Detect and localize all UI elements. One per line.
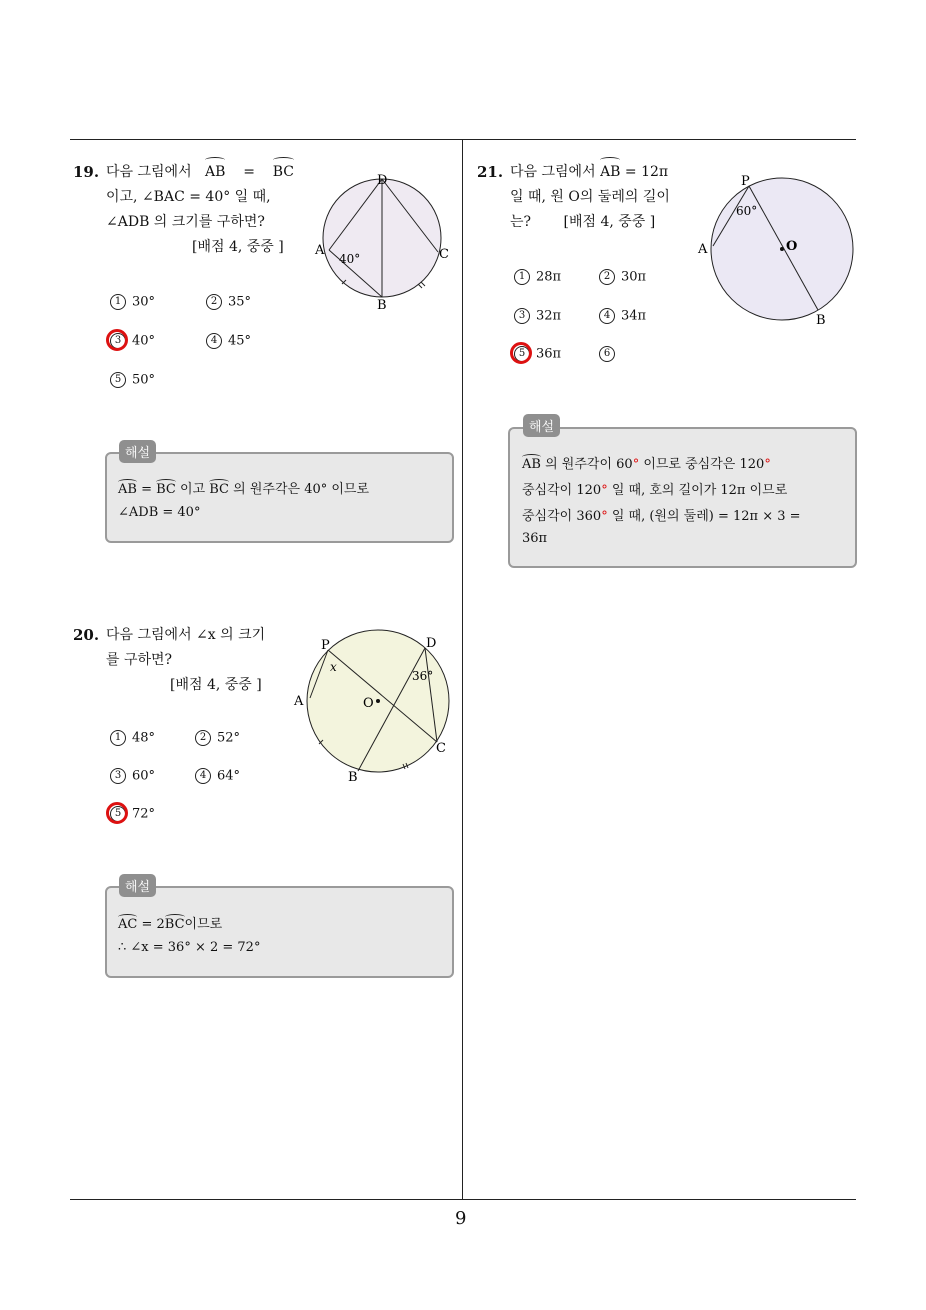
- question-number: 21.: [477, 163, 504, 181]
- label-p: P: [321, 638, 330, 653]
- q20-figure: [292, 628, 457, 788]
- q19-line2: 이고, ∠BAC = 40° 일 때,: [106, 189, 271, 205]
- label-b: B: [816, 313, 826, 328]
- explanation-box: [105, 452, 454, 543]
- label-a: A: [698, 242, 708, 257]
- choice-2[interactable]: 2 52°: [195, 730, 240, 746]
- choice-1[interactable]: 1 48°: [110, 730, 155, 746]
- choice-6[interactable]: 6: [599, 346, 621, 362]
- angle-x-label: x: [330, 660, 337, 674]
- arc-ab: AB: [600, 160, 620, 185]
- explanation-tab: 해설: [119, 440, 156, 463]
- label-d: D: [377, 173, 388, 188]
- label-b: B: [377, 298, 387, 310]
- top-rule: [70, 139, 856, 140]
- arc-bc: BC: [273, 160, 294, 185]
- question-text: [510, 160, 700, 235]
- tick-mark: [421, 282, 425, 286]
- q21-line1-prefix: 다음 그림에서: [510, 164, 596, 180]
- choice-3[interactable]: 3 32π: [514, 308, 561, 324]
- score-label: [배점 4, 중중 ]: [170, 677, 262, 693]
- degree-symbol: °: [764, 457, 771, 472]
- choice-1[interactable]: 1 30°: [110, 294, 155, 310]
- q19-figure: [312, 170, 457, 310]
- choice-5[interactable]: 5 36π: [514, 346, 561, 362]
- explanation-tab: 해설: [523, 414, 560, 437]
- q21-line2: 일 때, 원 O의 둘레의 길이: [510, 189, 670, 205]
- choice-5[interactable]: 5 50°: [110, 372, 155, 388]
- choice-4[interactable]: 4 45°: [206, 333, 251, 349]
- label-a: A: [294, 694, 304, 709]
- angle-label: 60°: [736, 204, 758, 218]
- choice-4[interactable]: 4 64°: [195, 768, 240, 784]
- bottom-rule: [70, 1199, 856, 1200]
- angle-label: 40°: [339, 252, 361, 266]
- question-number: 19.: [73, 163, 100, 181]
- degree-symbol: °: [601, 509, 608, 524]
- arc-ab: AB: [205, 160, 225, 185]
- equals-sign: =: [243, 164, 255, 180]
- explanation-line-2: ∴ ∠x = 36° × 2 = 72°: [118, 940, 261, 955]
- choice-2[interactable]: 2 30π: [599, 269, 646, 285]
- choice-3[interactable]: 3 40°: [110, 333, 155, 349]
- q21-figure: [695, 170, 860, 330]
- choice-1[interactable]: 1 28π: [514, 269, 561, 285]
- label-b: B: [348, 770, 358, 785]
- q19-line1-prefix: 다음 그림에서: [106, 164, 192, 180]
- center-point: [780, 247, 784, 251]
- label-c: C: [436, 741, 446, 756]
- label-o: O: [786, 239, 798, 254]
- explanation-line-2: ∠ADB = 40°: [118, 505, 201, 520]
- explanation-box: [105, 886, 454, 978]
- choice-3[interactable]: 3 60°: [110, 768, 155, 784]
- explanation-line-3: 중심각이 360° 일 때, (원의 둘레) = 12π × 3 =: [522, 509, 801, 524]
- score-label: [배점 4, 중중 ]: [563, 214, 656, 230]
- q20-line2: 를 구하면?: [106, 652, 173, 668]
- center-point: [376, 699, 380, 703]
- degree-symbol: °: [632, 457, 640, 472]
- explanation-line-2: 중심각이 120° 일 때, 호의 길이가 12π 이므로: [522, 483, 788, 498]
- question-text: [106, 623, 296, 698]
- angle-label: 36°: [412, 669, 434, 683]
- label-a: A: [315, 243, 325, 258]
- q19-line3: ∠ADB 의 크기를 구하면?: [106, 214, 265, 230]
- explanation-line-1: AB = BC 이고 BC 의 원주각은 40° 이므로: [118, 482, 370, 497]
- q20-line1: 다음 그림에서 ∠x 의 크기: [106, 627, 266, 643]
- explanation-line-4: 36π: [522, 531, 548, 546]
- tick-mark: [418, 284, 422, 288]
- degree-symbol: °: [601, 483, 608, 498]
- label-p: P: [741, 174, 750, 189]
- explanation-line-1: AC = 2BC이므로: [118, 917, 223, 932]
- label-o: O: [363, 696, 374, 711]
- column-divider: [462, 139, 463, 1200]
- page-number: 9: [455, 1208, 467, 1229]
- choice-2[interactable]: 2 35°: [206, 294, 251, 310]
- question-number: 20.: [73, 626, 100, 644]
- q21-line3: 는?: [510, 214, 532, 230]
- explanation-tab: 해설: [119, 874, 156, 897]
- answer-marker: [510, 342, 532, 364]
- answer-marker: [106, 802, 128, 824]
- label-c: C: [439, 247, 449, 262]
- choice-5[interactable]: 5 72°: [110, 806, 155, 822]
- q21-line1-end: = 12π: [620, 164, 669, 180]
- answer-marker: [106, 329, 128, 351]
- question-text: [106, 160, 306, 260]
- label-d: D: [426, 636, 437, 651]
- explanation-line-1: AB 의 원주각이 60° 이므로 중심각은 120°: [522, 457, 771, 472]
- choice-4[interactable]: 4 34π: [599, 308, 646, 324]
- score-label: [배점 4, 중중 ]: [192, 239, 284, 255]
